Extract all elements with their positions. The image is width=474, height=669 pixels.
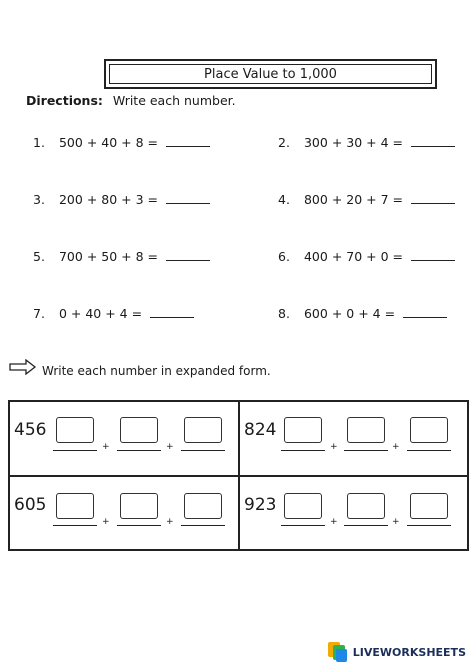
problem-6 [278,249,455,264]
plus-sign: + [392,517,400,527]
problem-number: 7. [33,306,45,321]
answer-underline [117,450,161,451]
plus-sign: + [166,442,174,452]
brand-name: LIVEWORKSHEETS [352,645,466,659]
problem-2 [278,135,455,150]
plus-sign: + [102,442,110,452]
answer-box[interactable] [184,417,222,443]
answer-underline [181,450,225,451]
answer-underline [407,450,451,451]
directions-text: Write each number. [112,93,236,108]
problem-expression: 800 + 20 + 7 = [303,192,403,207]
problem-expression: 500 + 40 + 8 = [58,135,158,150]
plus-sign: + [166,517,174,527]
answer-underline [281,450,325,451]
answer-box[interactable] [120,417,158,443]
problem-expression: 700 + 50 + 8 = [58,249,158,264]
answer-box[interactable] [347,417,385,443]
target-number: 605 [14,495,47,515]
answer-box[interactable] [184,493,222,519]
answer-box[interactable] [120,493,158,519]
right-arrow-icon [9,359,37,375]
problem-8 [278,306,447,321]
answer-box[interactable] [56,417,94,443]
problem-number: 2. [278,135,290,150]
answer-box[interactable] [410,417,448,443]
answer-box[interactable] [56,493,94,519]
answer-underline [117,525,161,526]
answer-blank[interactable] [166,145,210,147]
answer-underline [407,525,451,526]
expanded-cell-1 [10,402,236,475]
answer-blank[interactable] [411,145,455,147]
answer-blank[interactable] [411,202,455,204]
problem-number: 6. [278,249,290,264]
page-title: Place Value to 1,000 [204,66,337,82]
answer-box[interactable] [284,417,322,443]
problem-3 [33,192,210,207]
answer-underline [281,525,325,526]
directions-label: Directions: [26,93,103,108]
answer-blank[interactable] [150,316,194,318]
expanded-form-instruction: Write each number in expanded form. [42,364,271,378]
answer-box[interactable] [347,493,385,519]
plus-sign: + [330,442,338,452]
expanded-cell-3 [10,477,236,550]
problem-expression: 600 + 0 + 4 = [303,306,396,321]
plus-sign: + [392,442,400,452]
problem-number: 5. [33,249,45,264]
problem-expression: 200 + 80 + 3 = [58,192,158,207]
problem-expression: 0 + 40 + 4 = [58,306,143,321]
footer-branding [327,641,466,663]
directions [26,93,236,108]
expanded-cell-4 [240,477,466,550]
answer-underline [53,450,97,451]
answer-underline [53,525,97,526]
liveworksheets-logo-icon [327,641,349,663]
answer-box[interactable] [410,493,448,519]
target-number: 824 [244,420,277,440]
title-box [104,59,437,89]
target-number: 456 [14,420,47,440]
problem-number: 4. [278,192,290,207]
plus-sign: + [102,517,110,527]
problem-expression: 300 + 30 + 4 = [303,135,403,150]
expanded-cell-2 [240,402,466,475]
answer-underline [181,525,225,526]
problem-5 [33,249,210,264]
problem-number: 3. [33,192,45,207]
problem-7 [33,306,194,321]
answer-blank[interactable] [166,202,210,204]
answer-blank[interactable] [166,259,210,261]
plus-sign: + [330,517,338,527]
problem-number: 1. [33,135,45,150]
target-number: 923 [244,495,277,515]
problem-expression: 400 + 70 + 0 = [303,249,403,264]
answer-blank[interactable] [411,259,455,261]
expanded-form-grid [8,400,469,551]
problem-number: 8. [278,306,290,321]
answer-underline [344,450,388,451]
problem-4 [278,192,455,207]
answer-blank[interactable] [403,316,447,318]
problem-1 [33,135,210,150]
answer-box[interactable] [284,493,322,519]
answer-underline [344,525,388,526]
